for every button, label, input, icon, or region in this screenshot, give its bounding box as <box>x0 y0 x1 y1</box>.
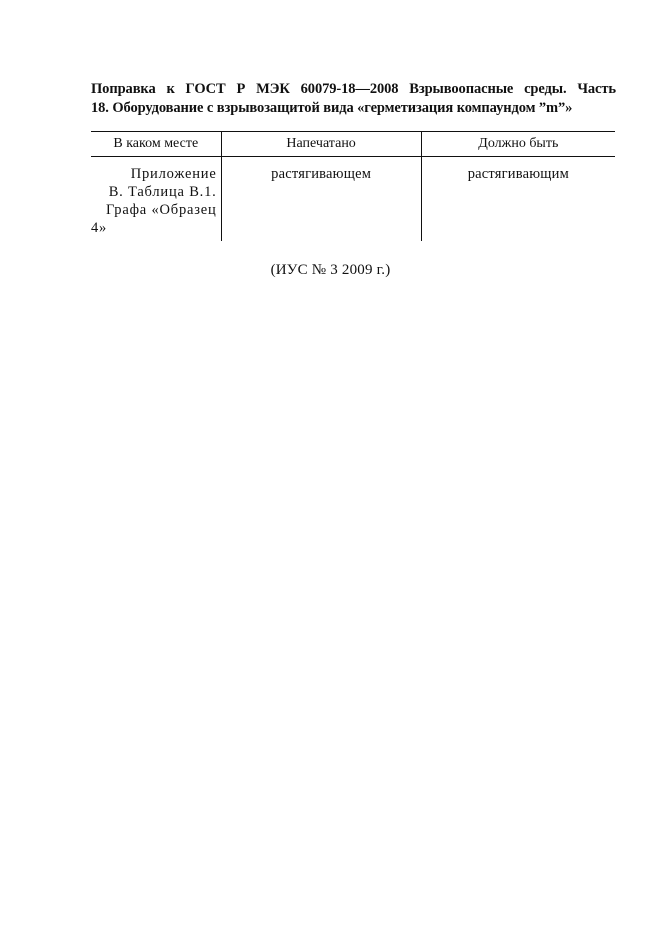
header-printed: Напечатано <box>221 132 421 157</box>
header-location: В каком месте <box>91 132 221 157</box>
header-should-be: Должно быть <box>421 132 615 157</box>
source-reference: (ИУС № 3 2009 г.) <box>270 262 391 278</box>
cell-printed: растягивающем <box>221 157 421 242</box>
location-line-2: В. Таблица В.1. <box>108 184 217 200</box>
location-line-1: Приложение <box>130 166 217 182</box>
amendment-title <box>91 80 616 118</box>
title-line-2: 18. Оборудование с взрывозащитой вида «герметизация компаундом ”m”» <box>91 100 573 116</box>
table-header-row <box>91 132 615 157</box>
table-row <box>91 157 615 242</box>
cell-location <box>91 157 221 242</box>
location-line-3: Графа «Образец <box>106 202 217 218</box>
corrections-table <box>91 131 615 241</box>
location-line-4: 4» <box>91 220 108 236</box>
title-line-1: Поправка к ГОСТ Р МЭК 60079-18—2008 Взрывоопасные среды. Часть <box>91 81 616 97</box>
cell-should-be: растягивающим <box>421 157 615 242</box>
